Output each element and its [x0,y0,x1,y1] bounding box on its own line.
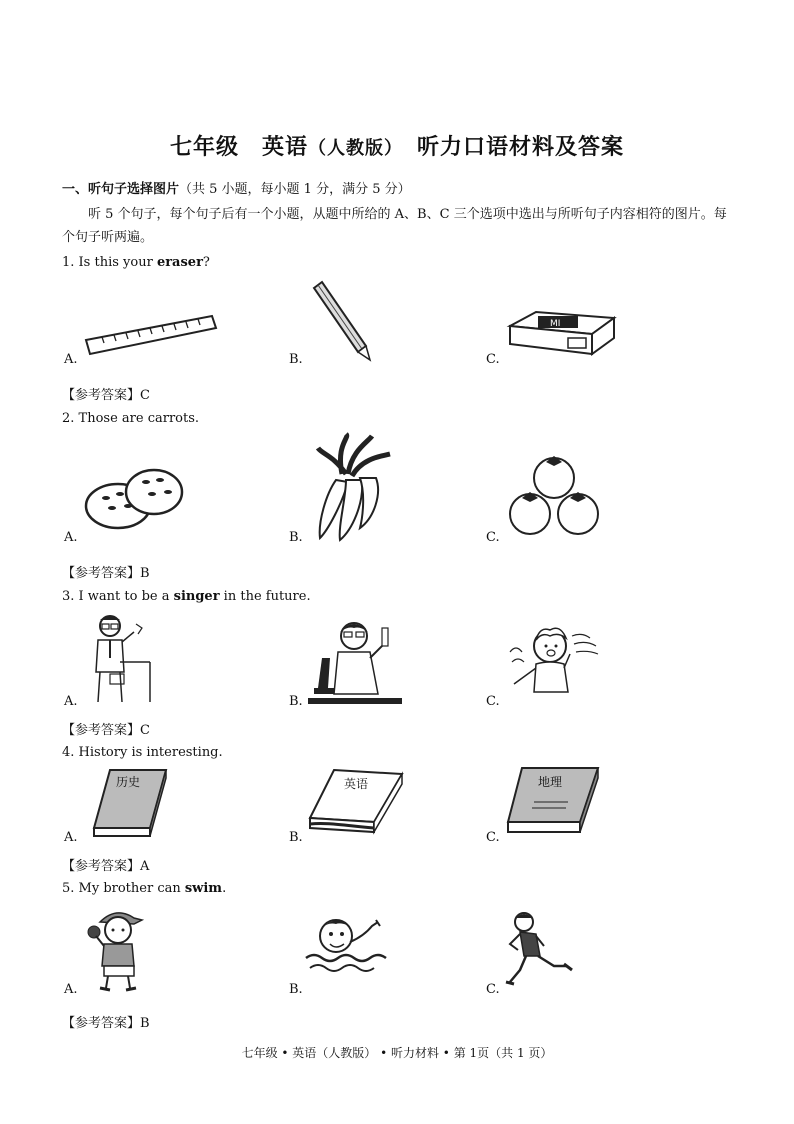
page-footer: 七年级 • 英语（人教版） • 听力材料 • 第 1页（共 1 页） [241,1046,553,1060]
section-title: 一、听句子选择图片 [62,182,180,197]
answer-1 [62,384,150,403]
answer-5-prefix: 【参考答案】 [62,1016,141,1031]
english-book-icon [308,766,404,838]
q5-option-c: C. [486,982,500,997]
question-3-text: 3. I want to be a [62,589,174,604]
question-5-tail: . [222,881,227,896]
answer-3 [62,719,150,738]
answer-2 [62,562,150,581]
q2-option-b: B. [289,530,303,545]
answer-4 [62,855,149,874]
question-1-text: 1. Is this your [62,255,157,270]
tomato-icon [508,454,604,536]
question-2 [62,411,199,426]
answer-1-value: C [140,388,150,403]
eraser-label: MI [550,319,561,329]
question-5-keyword: swim [184,881,223,896]
answer-5 [62,1012,150,1031]
answer-3-prefix: 【参考答案】 [62,723,141,738]
pencil-icon [310,280,376,362]
q3-option-c: C. [486,694,500,709]
question-1-tail: ? [202,255,210,270]
answer-2-value: B [140,566,150,581]
title-rest: 听力口语材料及答案 [394,134,625,160]
question-3-keyword: singer [173,589,220,604]
q5-option-b: B. [289,982,303,997]
page-title [0,130,794,161]
geography-book-label: 地理 [538,775,563,789]
title-edition: （人教版） [308,138,394,159]
q4-option-c: C. [486,830,500,845]
section-note: （共 5 小题，每小题 1 分，满分 5 分） [179,182,411,197]
geography-book-icon [506,764,600,838]
answer-4-value: A [140,859,150,874]
answer-2-prefix: 【参考答案】 [62,566,141,581]
title-main: 七年级 英语 [169,134,308,160]
section-heading [62,178,411,197]
q3-option-a: A. [64,694,78,709]
instructions: 听 5 个句子，每个句子后有一个小题，从题中所给的 A、B、C 三个选项中选出与所听句子内容相符的图片。每个句子听两遍。 [62,207,727,245]
q2-option-a: A. [64,530,78,545]
answer-3-value: C [140,723,150,738]
q3-option-b: B. [289,694,303,709]
q2-option-c: C. [486,530,500,545]
answer-5-value: B [140,1016,150,1031]
question-3 [62,589,311,604]
teacher-icon [90,612,156,704]
question-1-keyword: eraser [156,255,203,270]
eraser-icon [506,308,620,358]
question-4-text: 4. History is interesting. [62,745,223,760]
q1-option-a: A. [64,352,78,367]
question-3-tail: in the future. [219,589,311,604]
swimmer-icon [306,914,388,978]
question-4 [62,745,223,760]
question-2-text: 2. Those are carrots. [62,411,200,426]
question-5-text: 5. My brother can [62,881,185,896]
ruler-icon [84,308,220,358]
question-1 [62,255,210,270]
english-book-label: 英语 [344,777,369,791]
q1-option-c: C. [486,352,500,367]
question-5 [62,881,226,896]
q1-option-b: B. [289,352,303,367]
bread-icon [84,466,186,530]
q4-option-b: B. [289,830,303,845]
answer-1-prefix: 【参考答案】 [62,388,141,403]
q5-option-a: A. [64,982,78,997]
boy-ping-pong-icon [88,904,148,994]
history-book-icon [92,766,168,840]
scientist-icon [308,618,402,706]
runner-icon [506,910,576,992]
singer-icon [510,622,602,702]
carrot-icon [312,434,394,544]
q4-option-a: A. [64,830,78,845]
history-book-label: 历史 [116,775,141,789]
answer-4-prefix: 【参考答案】 [62,859,141,874]
